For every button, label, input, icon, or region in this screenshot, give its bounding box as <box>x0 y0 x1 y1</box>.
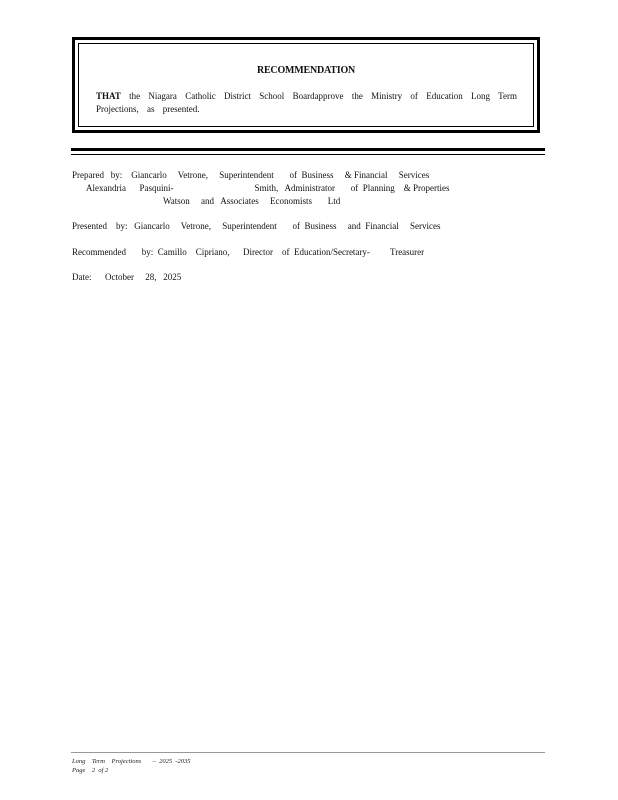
footer-page-number: Page 2 of 2 <box>72 767 109 774</box>
section-divider-thin <box>71 154 545 155</box>
footer-divider <box>71 752 545 753</box>
recommendation-line1-text: the Niagara Catholic District School Boardapprove the Ministry of Education Long Term <box>129 91 517 101</box>
date-line: Date: October 28, 2025 <box>72 272 182 282</box>
recommendation-title: RECOMMENDATION <box>256 65 356 76</box>
recommended-by-line: Recommended by: Camillo Cipriano, Director of Education/Secretary- Treasurer <box>72 247 425 257</box>
recommendation-text-line-2: Projections, as presented. <box>96 104 200 114</box>
recommendation-that: THAT <box>96 91 121 101</box>
prepared-by-line: Prepared by: Giancarlo Vetrone, Superintendent of Business & Financial Services <box>72 170 430 180</box>
recommendation-box <box>72 37 540 133</box>
recommendation-inner-border <box>78 43 534 127</box>
presented-by-line: Presented by: Giancarlo Vetrone, Superintendent of Business and Financial Services <box>72 221 441 231</box>
section-divider-thick <box>71 148 545 151</box>
recommendation-text-line-1 <box>96 91 517 101</box>
footer-document-title: Long Term Projections – 2025 -2035 <box>72 758 191 765</box>
prepared-by-second-author: Alexandria Pasquini- Smith, Administrator of Planning & Properties <box>86 183 450 193</box>
prepared-by-third-author: Watson and Associates Economists Ltd <box>163 196 341 206</box>
